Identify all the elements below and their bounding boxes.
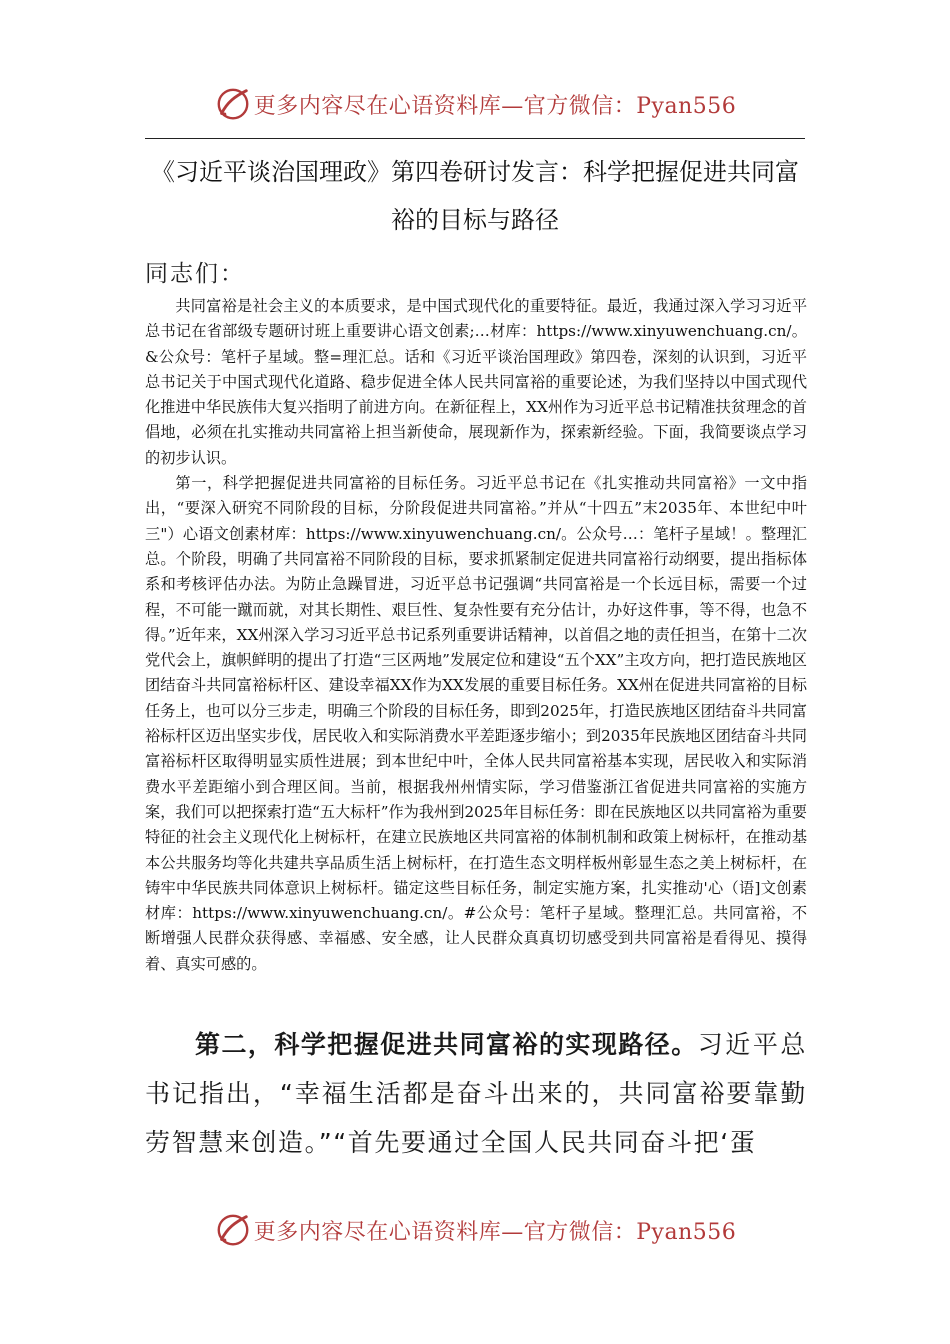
section-2-text: 习近平总书记指出，“幸福生活都是奋斗出来的，共同富裕要靠勤劳智慧来创造。”“首先要通过全国人民共同奋斗把‘蛋 [145, 1030, 807, 1157]
banner-text: 更多内容尽在心语资料库—官方微信：Pyan556 [253, 1219, 737, 1245]
section-2-paragraph [145, 1020, 807, 1167]
footer-banner [0, 1210, 950, 1250]
greeting: 同志们： [145, 261, 245, 287]
header-rule [145, 138, 805, 139]
paragraph-2: 第一，科学把握促进共同富裕的目标任务。习近平总书记在《扎实推动共同富裕》一文中指出，“要深入研究不同阶段的目标，分阶段促进共同富裕。”并从“十四五”末2035年、本世纪中叶三"）心语文创素材库：https://www.xinyuwenchuang.cn/。公众号…：笔杆子星域！。整理汇总。个阶段，明确了共同富裕不同阶段的目标，要求抓紧制定促进共同富裕行动纲要，提出指标体系和考核评估办法。为防止急躁冒进，习近平总书记强调“共同富裕是一个长远目标，需要一个过程，不可能一蹴而就，对其长期性、艰巨性、复杂性要有充分估计，办好这件事，等不得，也急不得。”近年来，XX州深入学习习近平总书记系列重要讲话精神，以首倡之地的责任担当，在第十二次党代会上，旗帜鲜明的提出了打造“三区两地”发展定位和建设“五个XX”主攻方向，把打造民族地区团结奋斗共同富裕标杆区、建设幸福XX作为XX发展的重要目标任务。XX州在促进共同富裕的目标任务上，也可以分三步走，明确三个阶段的目标任务，即到2025年，打造民族地区团结奋斗共同富裕标杆区迈出坚实步伐，居民收入和实际消费水平差距逐步缩小；到2035年民族地区团结奋斗共同富裕标杆区取得明显实质性进展；到本世纪中叶，全体人民共同富裕基本实现，居民收入和实际消费水平差距缩小到合理区间。当前，根据我州州情实际，学习借鉴浙江省促进共同富裕的实施方案，我们可以把探索打造“五大标杆”作为我州到2025年目标任务：即在民族地区以共同富裕为重要特征的社会主义现代化上树标杆，在建立民族地区共同富裕的体制机制和政策上树标杆，在推动基本公共服务均等化共建共享品质生活上树标杆，在打造生态文明样板州彰显生态之美上树标杆，在铸牢中华民族共同体意识上树标杆。锚定这些目标任务，制定实施方案，扎实推动'心（语]文创素材库：https://www.xinyuwenchuang.cn/。#公众号：笔杆子星域。整理汇总。共同富裕，不断增强人民群众获得感、幸福感、安全感，让人民群众真真切切感受到共同富裕是看得见、摸得着、真实可感的。 [145, 474, 807, 973]
document-title: 《习近平谈治国理政》第四卷研讨发言：科学把握促进共同富裕的目标与路径 [151, 158, 799, 234]
paragraph-1: 共同富裕是社会主义的本质要求，是中国式现代化的重要特征。最近，我通过深入学习习近平总书记在省部级专题研讨班上重要讲心语文创素;…材库：https://www.xinyuwenchuang.cn/。&公众号：笔杆子星域。整=理汇总。话和《习近平谈治国理政》第四卷，深刻的认识到，习近平总书记关于中国式现代化道路、稳步促进全体人民共同富裕的重要论述，为我们坚持以中国式现代化推进中华民族伟大复兴指明了前进方向。在新征程上，XX州作为习近平总书记精准扶贫理念的首倡地，必须在扎实推动共同富裕上担当新使命，展现新作为，探索新经验。下面，我简要谈点学习的初步认识。 [145, 297, 807, 467]
pen-logo-icon [214, 85, 252, 123]
document-body [145, 294, 807, 977]
section-2-heading: 第二，科学把握促进共同富裕的实现路径。 [195, 1030, 698, 1059]
wechat-id: Pyan556 [636, 93, 737, 119]
pen-logo-icon [214, 1211, 252, 1249]
header-banner [0, 84, 950, 124]
banner-text: 更多内容尽在心语资料库—官方微信：Pyan556 [253, 93, 737, 119]
wechat-id: Pyan556 [636, 1219, 737, 1245]
